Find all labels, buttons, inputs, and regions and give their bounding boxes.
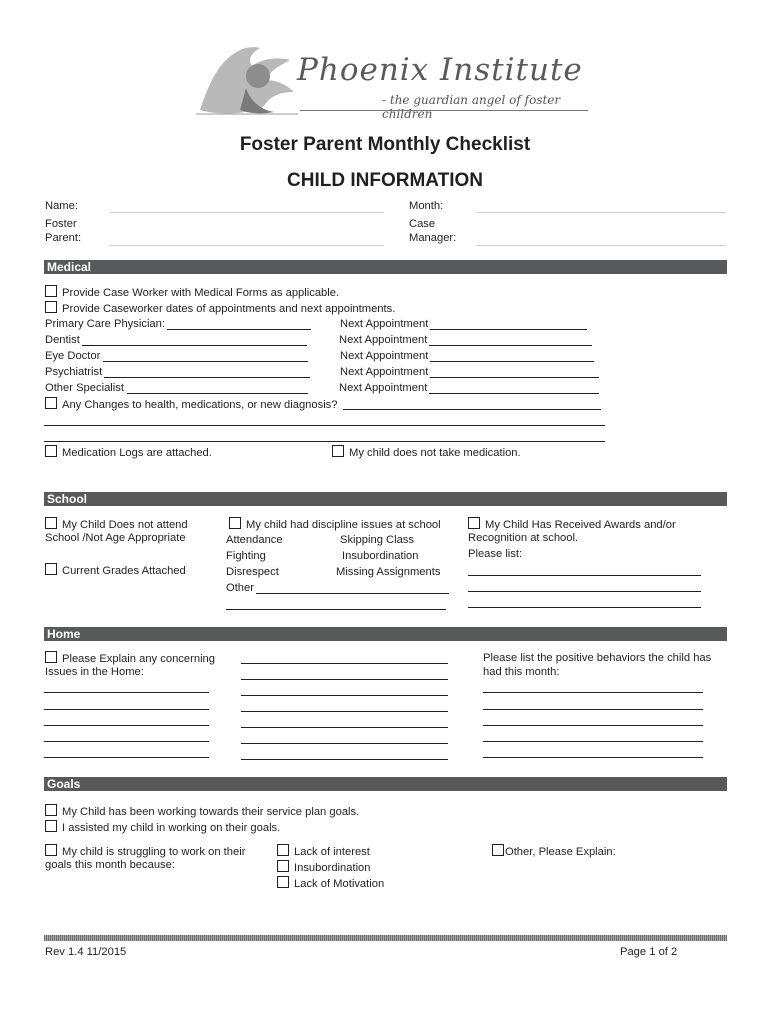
case-label-line2: Manager: — [409, 232, 457, 244]
home-mid-line-6[interactable] — [241, 743, 448, 744]
dentist-next-field[interactable] — [429, 345, 592, 346]
fighting-label: Fighting — [226, 550, 266, 562]
other-issue-field[interactable] — [256, 593, 449, 594]
medication-logs-item[interactable]: Medication Logs are attached. — [45, 445, 212, 460]
angel-logo-icon — [190, 40, 302, 118]
next-appointment-label: Next Appointment — [340, 318, 429, 330]
home-mid-line-4[interactable] — [241, 711, 448, 712]
eye-doctor-next-field[interactable] — [430, 361, 594, 362]
next-appointment-label: Next Appointment — [340, 366, 429, 378]
case-label-line1: Case — [409, 218, 436, 230]
month-field[interactable] — [476, 212, 726, 213]
missing-assignments-label: Missing Assignments — [336, 566, 441, 578]
name-field[interactable] — [110, 212, 384, 213]
home-left-line-1[interactable] — [44, 692, 209, 693]
assisted-child-item[interactable]: I assisted my child in working on their goals. — [45, 820, 280, 835]
appointments-item[interactable]: Provide Caseworker dates of appointments and next appointments. — [45, 301, 395, 316]
other-issue-field-2[interactable] — [226, 609, 446, 610]
concerning-issues-label-line2: Issues in the Home: — [45, 666, 144, 678]
foster-label-line1: Foster — [45, 218, 77, 230]
insubordination-item[interactable]: Insubordination — [277, 860, 371, 875]
checkbox[interactable] — [45, 517, 57, 529]
dentist-field[interactable] — [82, 345, 307, 346]
not-attend-item[interactable]: My Child Does not attend — [45, 517, 188, 532]
health-changes-line-2[interactable] — [44, 425, 605, 426]
home-right-line-3[interactable] — [483, 725, 703, 726]
psychiatrist-next-field[interactable] — [430, 377, 599, 378]
eye-doctor-field[interactable] — [103, 361, 308, 362]
home-right-line-1[interactable] — [483, 692, 703, 693]
month-label: Month: — [409, 200, 444, 212]
home-mid-line-5[interactable] — [241, 727, 448, 728]
awards-label-line3: Please list: — [468, 548, 523, 560]
checkbox[interactable] — [332, 445, 344, 457]
next-appointment-label: Next Appointment — [339, 334, 428, 346]
home-mid-line-7[interactable] — [241, 759, 448, 760]
home-mid-line-3[interactable] — [241, 695, 448, 696]
lack-of-interest-item[interactable]: Lack of interest — [277, 844, 370, 859]
home-left-line-3[interactable] — [44, 725, 209, 726]
lack-of-motivation-item[interactable]: Lack of Motivation — [277, 876, 384, 891]
home-mid-line-1[interactable] — [241, 663, 448, 664]
awards-label-line2: Recognition at school. — [468, 532, 579, 544]
other-specialist-field[interactable] — [127, 393, 308, 394]
checkbox[interactable] — [45, 820, 57, 832]
home-left-line-5[interactable] — [44, 757, 209, 758]
health-changes-item[interactable]: Any Changes to health, medications, or new diagnosis? — [45, 397, 338, 412]
checkbox[interactable] — [45, 285, 57, 297]
medical-header: Medical — [44, 260, 727, 274]
home-right-line-4[interactable] — [483, 741, 703, 742]
no-medication-item[interactable]: My child does not take medication. — [332, 445, 521, 460]
section-title: CHILD INFORMATION — [287, 170, 483, 191]
concerning-issues-item[interactable]: Please Explain any concerning — [45, 651, 215, 666]
positive-behaviors-label-line2: had this month: — [483, 666, 560, 678]
logo-tagline: - the guardian angel of foster children — [382, 93, 561, 121]
checkbox[interactable] — [45, 445, 57, 457]
awards-line-3[interactable] — [468, 607, 701, 608]
psychiatrist-field[interactable] — [104, 377, 310, 378]
home-left-line-2[interactable] — [44, 709, 209, 710]
checkbox[interactable] — [45, 301, 57, 313]
other-explain-item[interactable]: Other, Please Explain: — [492, 844, 616, 859]
other-specialist-next-field[interactable] — [429, 393, 599, 394]
revision-label: Rev 1.4 11/2015 — [45, 946, 127, 958]
home-mid-line-2[interactable] — [241, 679, 448, 680]
checkbox[interactable] — [45, 651, 57, 663]
other-label: Other — [226, 582, 254, 594]
awards-line-2[interactable] — [468, 591, 701, 592]
foster-parent-field[interactable] — [110, 245, 384, 246]
checkbox[interactable] — [468, 517, 480, 529]
page-number: Page 1 of 2 — [620, 946, 678, 958]
next-appointment-label: Next Appointment — [340, 350, 429, 362]
logo-name: Phoenix Institute — [297, 52, 583, 88]
checkbox[interactable] — [492, 844, 504, 856]
checkbox[interactable] — [45, 397, 57, 409]
checkbox[interactable] — [277, 876, 289, 888]
not-attend-label-line2: School /Not Age Appropriate — [45, 532, 186, 544]
checkbox[interactable] — [45, 844, 57, 856]
checkbox[interactable] — [277, 860, 289, 872]
goals-header: Goals — [44, 777, 727, 791]
home-right-line-2[interactable] — [483, 709, 703, 710]
home-left-line-4[interactable] — [44, 741, 209, 742]
disrespect-label: Disrespect — [226, 566, 279, 578]
eye-doctor-label: Eye Doctor — [45, 350, 101, 362]
primary-care-next-field[interactable] — [430, 329, 587, 330]
grades-attached-item[interactable]: Current Grades Attached — [45, 563, 186, 578]
attendance-label: Attendance — [226, 534, 283, 546]
checkbox[interactable] — [229, 517, 241, 529]
case-manager-field[interactable] — [476, 245, 726, 246]
psychiatrist-label: Psychiatrist — [45, 366, 103, 378]
positive-behaviors-label-line1: Please list the positive behaviors the child has — [483, 652, 712, 664]
other-specialist-label: Other Specialist — [45, 382, 124, 394]
checkbox[interactable] — [45, 804, 57, 816]
discipline-item[interactable]: My child had discipline issues at school — [229, 517, 441, 532]
foster-label-line2: Parent: — [45, 232, 82, 244]
struggling-item[interactable]: My child is struggling to work on their — [45, 844, 245, 859]
page-title: Foster Parent Monthly Checklist — [239, 134, 531, 155]
logo-underline — [300, 110, 588, 111]
home-right-line-5[interactable] — [483, 757, 703, 758]
logo — [190, 40, 590, 120]
checkbox[interactable] — [277, 844, 289, 856]
school-header: School — [44, 492, 727, 506]
name-label: Name: — [45, 200, 78, 212]
skipping-class-label: Skipping Class — [340, 534, 414, 546]
health-changes-field[interactable] — [343, 409, 601, 410]
service-plan-item[interactable]: My Child has been working towards their service plan goals. — [45, 804, 359, 819]
dentist-label: Dentist — [45, 334, 80, 346]
awards-item[interactable]: My Child Has Received Awards and/or — [468, 517, 676, 532]
home-header: Home — [44, 627, 727, 641]
primary-care-field[interactable] — [167, 329, 311, 330]
primary-care-label: Primary Care Physician: — [45, 318, 165, 330]
health-changes-line-3[interactable] — [44, 441, 605, 442]
awards-line-1[interactable] — [468, 575, 701, 576]
checkbox[interactable] — [45, 563, 57, 575]
footer-rule — [44, 935, 727, 941]
struggling-label-line2: goals this month because: — [45, 859, 175, 871]
insubordination-label: Insubordination — [342, 550, 419, 562]
medical-forms-item[interactable]: Provide Case Worker with Medical Forms as applicable. — [45, 285, 339, 300]
next-appointment-label: Next Appointment — [339, 382, 428, 394]
